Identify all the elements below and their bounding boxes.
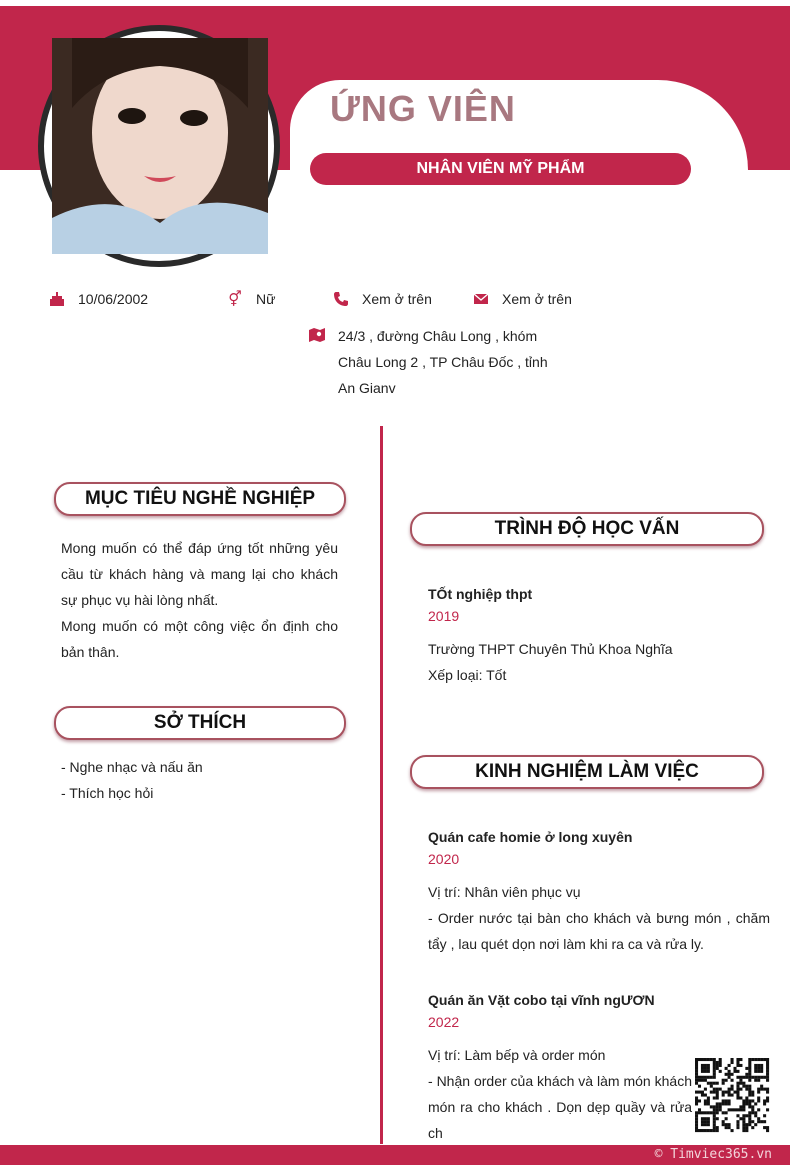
envelope-icon — [472, 290, 490, 308]
birthday-info — [48, 290, 148, 308]
objective-line: Mong muốn có một công việc ổn định cho bản thân. — [61, 618, 338, 660]
email-info — [472, 290, 572, 308]
education-entry — [428, 586, 770, 688]
experience-entry — [428, 829, 770, 957]
objective-line: Mong muốn có thể đáp ứng tốt những yêu cầu từ khách hàng và mang lại cho khách sự phục vụ hài lòng nhất. — [61, 540, 338, 608]
education-title: TỐt nghiệp thpt — [428, 586, 533, 602]
phone-icon — [332, 290, 350, 308]
education-heading: TRÌNH ĐỘ HỌC VẤN — [410, 512, 764, 546]
gender-info — [226, 290, 275, 308]
candidate-name: ỨNG VIÊN — [330, 88, 516, 129]
hobbies-heading: SỞ THÍCH — [54, 706, 346, 740]
birthday-value: 10/06/2002 — [78, 291, 149, 307]
experience-year: 2020 — [428, 851, 460, 867]
address-line: An Gianv — [338, 380, 396, 396]
address-line: Châu Long 2 , TP Châu Đốc , tỉnh — [338, 354, 548, 370]
experience-heading: KINH NGHIỆM LÀM VIỆC — [410, 755, 764, 789]
phone-info — [332, 290, 432, 308]
education-school: Trường THPT Chuyên Thủ Khoa Nghĩa — [428, 641, 673, 657]
gender-value: Nữ — [256, 291, 276, 307]
gender-icon: ⚥ — [228, 291, 242, 308]
experience-role: Vị trí: Làm bếp và order món — [428, 1047, 606, 1063]
job-title-badge: NHÂN VIÊN MỸ PHẨM — [310, 153, 691, 185]
map-pin-icon — [308, 326, 326, 344]
experience-desc: - Order nước tại bàn cho khách và bưng món , chăm tẩy , lau quét dọn nơi làm khi ra ca và rửa ly. — [428, 910, 770, 952]
experience-title: Quán ăn Vặt cobo tại vĩnh ngƯƠN — [428, 992, 655, 1008]
qr-code-graphic — [695, 1058, 769, 1132]
hobby-item: - Thích học hỏi — [61, 785, 154, 801]
experience-entry — [428, 992, 692, 1141]
phone-value: Xem ở trên — [362, 291, 432, 307]
cake-icon — [48, 290, 66, 308]
objective-text — [61, 535, 338, 665]
experience-year: 2022 — [428, 1014, 460, 1030]
education-year: 2019 — [428, 608, 460, 624]
experience-desc: - Nhận order của khách và làm món khách món ra cho khách . Dọn dẹp quầy và rửa ch — [428, 1073, 692, 1141]
avatar — [52, 38, 268, 254]
column-divider — [380, 426, 383, 1144]
experience-role: Vị trí: Nhân viên phục vụ — [428, 884, 581, 900]
hobby-item: - Nghe nhạc và nấu ăn — [61, 759, 203, 775]
experience-title: Quán cafe homie ở long xuyên — [428, 829, 633, 845]
objective-heading: MỤC TIÊU NGHỀ NGHIỆP — [54, 482, 346, 516]
hobbies-list — [61, 754, 338, 806]
email-value: Xem ở trên — [502, 291, 572, 307]
footer-watermark: © Timviec365.vn — [654, 1147, 772, 1162]
address — [338, 323, 558, 401]
address-line: 24/3 , đường Châu Long , khóm — [338, 328, 538, 344]
avatar-photo — [52, 38, 268, 254]
education-grade: Xếp loại: Tốt — [428, 667, 507, 683]
qr-code — [695, 1058, 769, 1132]
